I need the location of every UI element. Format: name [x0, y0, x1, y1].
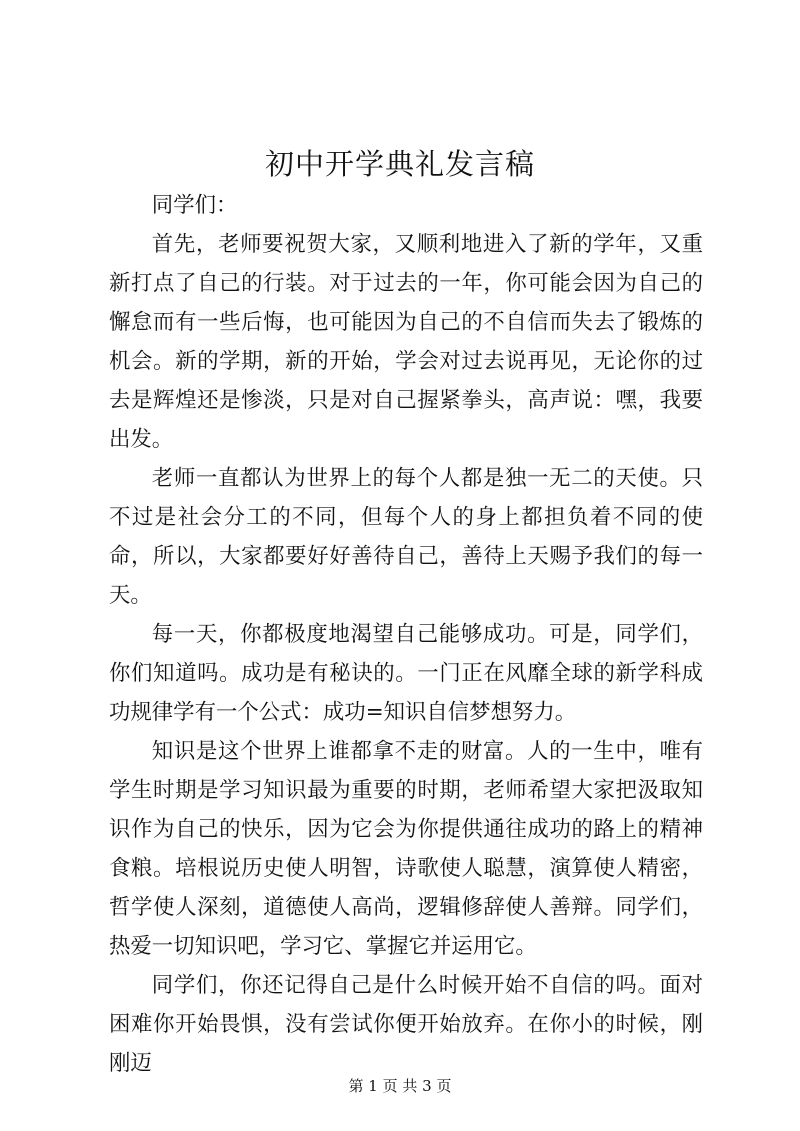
paragraph: 首先，老师要祝贺大家，又顺利地进入了新的学年，又重新打点了自己的行装。对于过去的一年，你可能会因为自己的懈怠而有一些后悔，也可能因为自己的不自信而失去了锻炼的机会。新的学期，新的开始，学会对过去说再见，无论你的过去是辉煌还是惨淡，只是对自己握紧拳头，高声说：嘿，我要出发。 [109, 232, 703, 452]
paragraph: 同学们，你还记得自己是什么时候开始不自信的吗。面对困难你开始畏惧，没有尝试你便开始放弃。在你小的时候，刚刚迈 [109, 973, 703, 1076]
paragraph: 知识是这个世界上谁都拿不走的财富。人的一生中，唯有学生时期是学习知识最为重要的时期，老师希望大家把汲取知识作为自己的快乐，因为它会为你提供通往成功的路上的精神食粮。培根说历史使人明智，诗歌使人聪慧，演算使人精密，哲学使人深刻，道德使人高尚，逻辑修辞使人善辩。同学们，热爱一切知识吧，学习它、掌握它并运用它。 [109, 739, 703, 959]
paragraph: 每一天，你都极度地渴望自己能够成功。可是，同学们，你们知道吗。成功是有秘诀的。一门正在风靡全球的新学科成功规律学有一个公式：成功=知识自信梦想努力。 [109, 622, 703, 725]
paragraph: 老师一直都认为世界上的每个人都是独一无二的天使。只不过是社会分工的不同，但每个人的身上都担负着不同的使命，所以，大家都要好好善待自己，善待上天赐予我们的每一天。 [109, 466, 703, 608]
paragraph-greeting: 同学们： [151, 193, 238, 218]
document-body [109, 186, 703, 1083]
page-footer: 第 1 页 共 3 页 [348, 1077, 452, 1095]
document-title: 初中开学典礼发言稿 [264, 147, 535, 181]
